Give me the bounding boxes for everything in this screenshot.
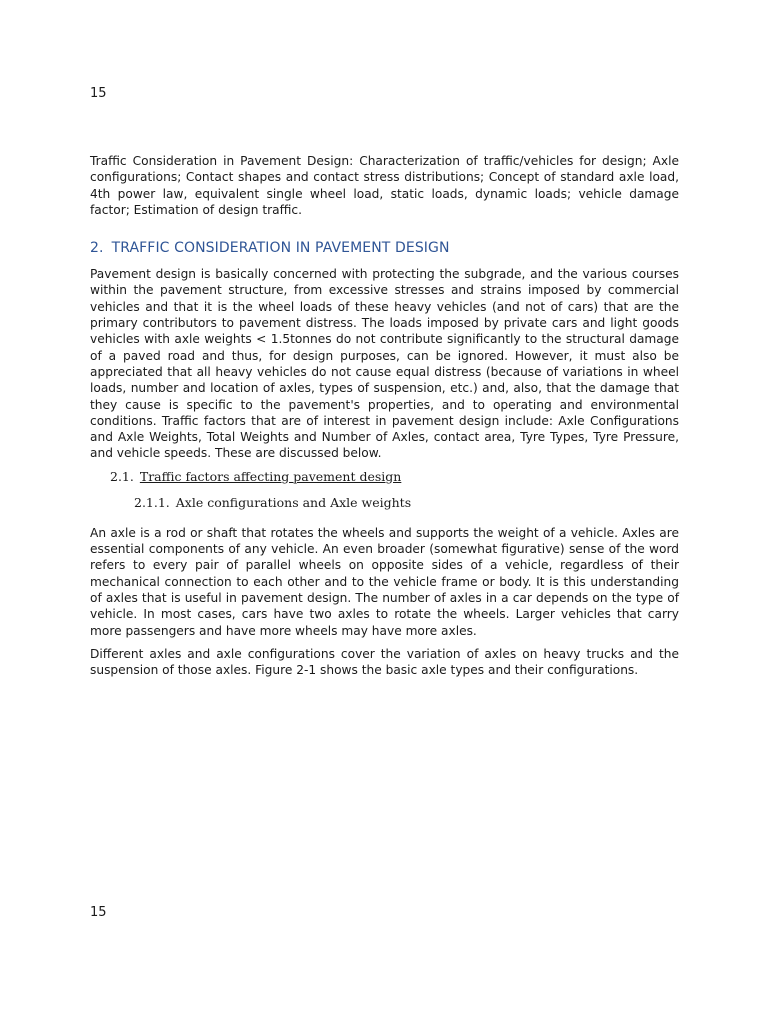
subsection-number: 2.1. xyxy=(110,468,134,484)
axle-config-paragraph: Different axles and axle configurations cover the variation of axles on heavy trucks and the suspension of those axles. Figure 2-1 shows the basic axle types and their configurations. xyxy=(90,646,679,678)
axle-paragraph: An axle is a rod or shaft that rotates the wheels and supports the weight of a vehicle. Axles are essential components of any vehicle. An even broader (somewhat figurative) sense of the word refers to every pair of parallel wheels on opposite sides of a vehicle, regardless of their mechanical connection to each other and to the vehicle frame or body. It is this understanding of axles that is useful in pavement design. The number of axles in a car depends on the type of vehicle. In most cases, cars have two axles to rotate the wheels. Larger vehicles that carry more passengers and have more wheels may have more axles. xyxy=(90,525,679,638)
subsubsection-number: 2.1.1. xyxy=(134,494,170,510)
section-paragraph: Pavement design is basically concerned with protecting the subgrade, and the various courses within the pavement structure, from excessive stresses and strains imposed by commercial vehicles and that it is the wheel loads of these heavy vehicles (and not of cars) that are the primary contributors to pavement distress. The loads imposed by private cars and light goods vehicles with axle weights < 1.5tonnes do not contribute significantly to the structural damage of a paved road and thus, for design purposes, can be ignored. However, it must also be appreciated that all heavy vehicles do not cause equal distress (because of variations in wheel loads, number and location of axles, types of suspension, etc.) and, also, that the damage that they cause is specific to the pavement's properties, and to operating and environmental conditions. Traffic factors that are of interest in pavement design include: Axle Configurations and Axle Weights, Total Weights and Number of Axles, contact area, Tyre Types, Tyre Pressure, and vehicle speeds. These are discussed below. xyxy=(90,267,679,461)
page-number-bottom: 15 xyxy=(90,905,107,920)
page-content xyxy=(90,153,679,678)
section-title: TRAFFIC CONSIDERATION IN PAVEMENT DESIGN xyxy=(111,240,450,257)
section-number: 2. xyxy=(90,240,104,257)
subsection-title: Traffic factors affecting pavement design xyxy=(139,468,402,484)
subsubsection-title: Axle configurations and Axle weights xyxy=(175,494,412,510)
section-heading xyxy=(90,238,679,258)
intro-paragraph: Traffic Consideration in Pavement Design: Characterization of traffic/vehicles for design; Axle configurations; Contact shapes and contact stress distributions; Concept of standard axle load, 4th power law, equivalent single wheel load, static loads, dynamic loads; vehicle damage factor; Estimation of design traffic. xyxy=(90,154,679,217)
page-number-top: 15 xyxy=(90,86,107,101)
subsubsection-heading xyxy=(134,495,679,511)
subsection-heading xyxy=(110,469,679,485)
